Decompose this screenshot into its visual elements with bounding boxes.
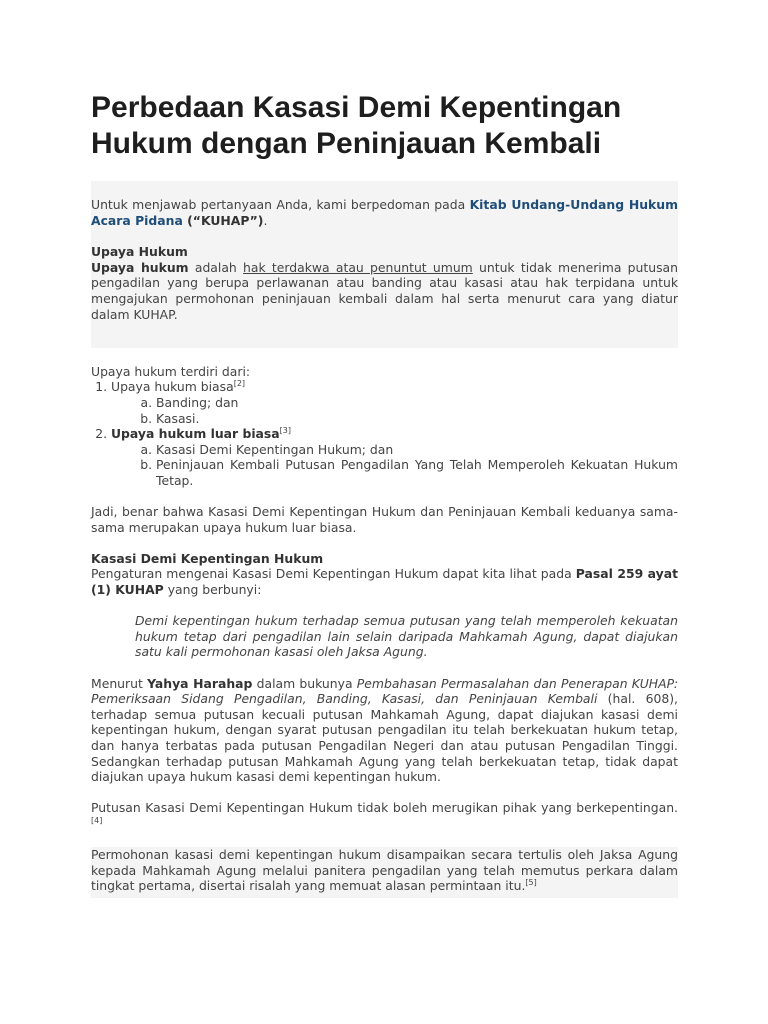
upaya-hukum-term: Upaya hukum xyxy=(91,259,189,275)
author-name: Yahya Harahap xyxy=(147,675,253,691)
kuhap-link[interactable]: Kitab Undang-Undang Hukum Acara Pidana xyxy=(91,197,678,228)
item2-label: Upaya hukum luar biasa xyxy=(111,426,280,442)
permohonan-text: Permohonan kasasi demi kepentingan hukum disampaikan secara tertulis oleh Jaksa Agung kepada Mahkamah Agung melalui panitera pengadilan yang telah memutus perkara dalam tingkat pertama, disertai risalah yang memuat alasan permintaan itu. xyxy=(91,847,678,894)
list-item xyxy=(111,426,678,488)
intro-prefix: Untuk menjawab pertanyaan Anda, kami berpedoman pada xyxy=(91,197,470,212)
list-item: b. Peninjauan Kembali Putusan Pengadilan Yang Telah Memperoleh Kekuatan Hukum Tetap. xyxy=(156,457,678,488)
jadi-paragraph: Jadi, benar bahwa Kasasi Demi Kepentingan Hukum dan Peninjauan Kembali keduanya sama-sama merupakan upaya hukum luar biasa. xyxy=(91,504,678,535)
pengaturan-paragraph xyxy=(91,566,678,597)
page-title: Perbedaan Kasasi Demi Kepentingan Hukum dengan Peninjauan Kembali xyxy=(91,91,622,160)
sub-list xyxy=(111,395,678,426)
pengaturan-end: yang berbunyi: xyxy=(163,582,262,598)
putusan-text: Putusan Kasasi Demi Kepentingan Hukum tidak boleh merugikan pihak yang berkepentingan. xyxy=(91,800,678,816)
article-body xyxy=(91,181,678,898)
footnote-ref-4[interactable]: [4] xyxy=(91,815,103,825)
upaya-text-1: adalah xyxy=(188,259,244,275)
intro-box xyxy=(91,181,678,244)
pengaturan-text: Pengaturan mengenai Kasasi Demi Kepentingan Hukum dapat kita lihat pada xyxy=(91,566,576,582)
list-item xyxy=(111,379,678,426)
footnote-ref-5[interactable]: [5] xyxy=(525,878,537,888)
list-intro: Upaya hukum terdiri dari: xyxy=(91,363,251,379)
pasal-reference: Pasal 259 ayat (1) KUHAP xyxy=(91,566,678,598)
upaya-text-2: untuk tidak menerima putusan pengadilan yang berupa perlawanan atau banding atau kasasi atau hak terpidana untuk mengajukan permohonan peninjauan kembali dalam hal serta menurut cara yang diatur dalam KUHAP. xyxy=(91,259,678,322)
putusan-paragraph xyxy=(91,800,678,831)
harahap-paragraph xyxy=(91,676,678,785)
item1-label: Upaya hukum biasa xyxy=(111,379,234,395)
list-item: a. Banding; dan xyxy=(156,395,678,411)
footnote-ref-3[interactable]: [3] xyxy=(279,426,292,435)
footnote-ref-2[interactable]: [2] xyxy=(233,379,246,389)
upaya-underlined: hak terdakwa atau penuntut umum xyxy=(243,259,473,275)
book-title: Pembahasan Permasalahan dan Penerapan KUHAP: Pemeriksaan Sidang Pengadilan, Banding, Kasasi, dan Peninjauan Kembali xyxy=(91,675,679,707)
kuhap-abbrev: (“KUHAP”) xyxy=(182,212,264,228)
harahap-text-c: (hal. 608), terhadap semua putusan kecuali putusan Mahkamah Agung, dapat diajukan kasasi demi kepentingan hukum, dengan syarat putusan pengadilan itu telah berkekuatan hukum tetap, dan hanya terbatas pada putusan Pengadilan Negeri dan atau putusan Pengadilan Tinggi. Sedangkan terhadap putusan Mahkamah Agung yang telah berkekuatan tetap, tidak dapat diajukan upaya hukum kasasi demi kepentingan hukum. xyxy=(91,691,678,785)
harahap-text-b: dalam bukunya xyxy=(252,675,357,691)
intro-suffix: . xyxy=(263,212,268,228)
upaya-hukum-paragraph xyxy=(91,260,678,322)
kasasi-heading: Kasasi Demi Kepentingan Hukum xyxy=(91,550,324,566)
upaya-hukum-box xyxy=(91,244,678,348)
permohonan-box xyxy=(91,847,678,898)
harahap-text-a: Menurut xyxy=(91,675,148,691)
sub-list xyxy=(111,442,678,489)
intro-paragraph xyxy=(91,197,678,228)
upaya-list xyxy=(91,379,678,488)
list-item: b. Kasasi. xyxy=(156,411,678,427)
list-item: a. Kasasi Demi Kepentingan Hukum; dan xyxy=(156,442,678,458)
permohonan-paragraph xyxy=(91,847,678,894)
pasal-quote: Demi kepentingan hukum terhadap semua putusan yang telah memperoleh kekuatan hukum tetap dari pengadilan lain selain daripada Mahkamah Agung, dapat diajukan satu kali permohonan kasasi oleh Jaksa Agung. xyxy=(135,613,678,660)
upaya-hukum-heading: Upaya Hukum xyxy=(91,244,188,260)
